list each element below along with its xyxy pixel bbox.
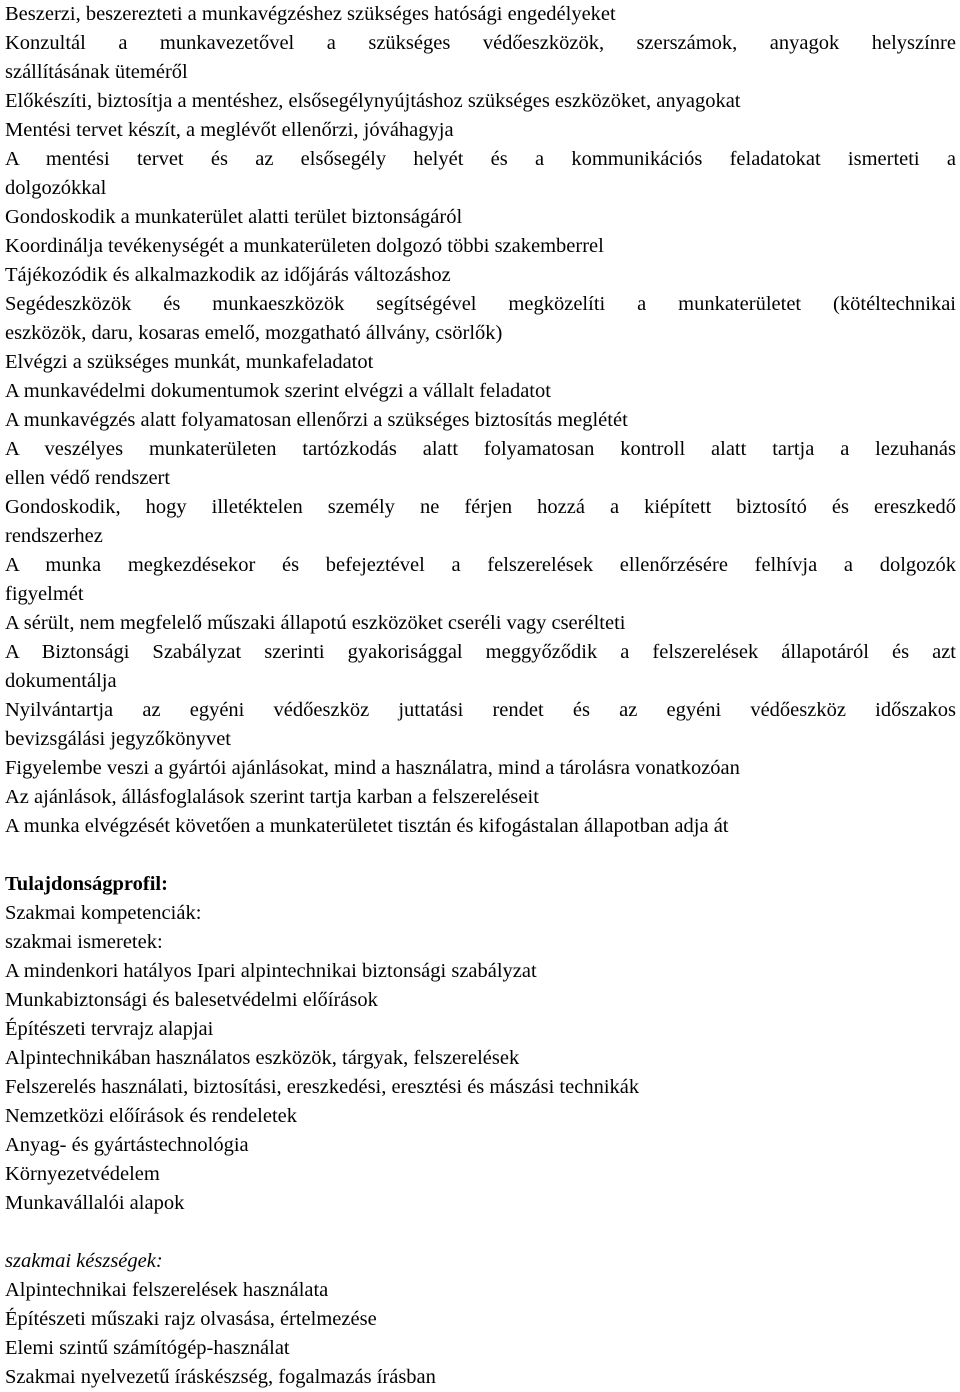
- duty-line: A Biztonsági Szabályzat szerinti gyakorisággal meggyőződik a felszerelések állapotáról és azt: [5, 641, 956, 663]
- duty-line: A veszélyes munkaterületen tartózkodás alatt folyamatosan kontroll alatt tartja a lezuhanás: [5, 438, 956, 460]
- duty-line: rendszerhez: [5, 525, 103, 547]
- duty-line: figyelmét: [5, 583, 84, 605]
- duty-line: A munka megkezdésekor és befejeztével a felszerelések ellenőrzésére felhívja a dolgozók: [5, 554, 956, 576]
- skills-label: szakmai készségek:: [5, 1250, 163, 1272]
- duty-line: Előkészíti, biztosítja a mentéshez, elsősegélynyújtáshoz szükséges eszközöket, anyagokat: [5, 90, 741, 112]
- skill-item: Szakmai nyelvezetű íráskészség, fogalmazás írásban: [5, 1366, 436, 1388]
- knowledge-item: A mindenkori hatályos Ipari alpintechnikai biztonsági szabályzat: [5, 960, 537, 982]
- duty-line: dokumentálja: [5, 670, 117, 692]
- knowledge-item: Munkavállalói alapok: [5, 1192, 185, 1214]
- duty-line: Elvégzi a szükséges munkát, munkafeladatot: [5, 351, 374, 373]
- skill-item: Elemi szintű számítógép-használat: [5, 1337, 290, 1359]
- duty-line: Segédeszközök és munkaeszközök segítségével megközelíti a munkaterületet (kötéltechnikai: [5, 293, 956, 315]
- duty-line: Beszerzi, beszerezteti a munkavégzéshez szükséges hatósági engedélyeket: [5, 3, 616, 25]
- duty-line: bevizsgálási jegyzőkönyvet: [5, 728, 232, 750]
- duty-line: Koordinálja tevékenységét a munkaterületen dolgozó többi szakemberrel: [5, 235, 604, 257]
- knowledge-item: Felszerelés használati, biztosítási, ereszkedési, eresztési és mászási technikák: [5, 1076, 640, 1098]
- duty-line: szállításának üteméről: [5, 61, 188, 83]
- duty-line: Gondoskodik a munkaterület alatti terület biztonságáról: [5, 206, 463, 228]
- duty-line: Figyelembe veszi a gyártói ajánlásokat, mind a használatra, mind a tárolásra vonatkozóan: [5, 757, 740, 779]
- knowledge-item: Munkabiztonsági és balesetvédelmi előírások: [5, 989, 378, 1011]
- knowledge-item: Alpintechnikában használatos eszközök, tárgyak, felszerelések: [5, 1047, 520, 1069]
- skill-item: Építészeti műszaki rajz olvasása, értelmezése: [5, 1308, 377, 1330]
- duty-line: Mentési tervet készít, a meglévőt ellenőrzi, jóváhagyja: [5, 119, 454, 141]
- duty-line: Tájékozódik és alkalmazkodik az időjárás változáshoz: [5, 264, 451, 286]
- knowledge-item: Környezetvédelem: [5, 1163, 160, 1185]
- knowledge-list: [5, 957, 956, 1218]
- duty-line: eszközök, daru, kosaras emelő, mozgatható állvány, csörlők): [5, 322, 503, 344]
- skill-item: Alpintechnikai felszerelések használata: [5, 1279, 329, 1301]
- profile-heading: Tulajdonságprofil:: [5, 873, 168, 895]
- competencies-label: Szakmai kompetenciák:: [5, 902, 202, 924]
- knowledge-item: Nemzetközi előírások és rendeletek: [5, 1105, 297, 1127]
- duty-line: A mentési tervet és az elsősegély helyét és a kommunikációs feladatokat ismerteti a: [5, 148, 956, 170]
- duty-line: A munka elvégzését követően a munkaterületet tisztán és kifogástalan állapotban adja át: [5, 815, 729, 837]
- duty-line: A munkavédelmi dokumentumok szerint elvégzi a vállalt feladatot: [5, 380, 551, 402]
- duty-line: A sérült, nem megfelelő műszaki állapotú eszközöket cseréli vagy cserélteti: [5, 612, 626, 634]
- skills-list: [5, 1276, 956, 1392]
- profile-section: [5, 870, 956, 1392]
- knowledge-item: Építészeti tervrajz alapjai: [5, 1018, 214, 1040]
- duty-line: Konzultál a munkavezetővel a szükséges védőeszközök, szerszámok, anyagok helyszínre: [5, 32, 956, 54]
- section-spacer: [5, 841, 956, 870]
- duty-line: ellen védő rendszert: [5, 467, 171, 489]
- duty-line: Gondoskodik, hogy illetéktelen személy ne férjen hozzá a kiépített biztosító és ereszkedő: [5, 496, 956, 518]
- duties-list: [5, 0, 956, 841]
- section-spacer: [5, 1218, 956, 1247]
- knowledge-item: Anyag- és gyártástechnológia: [5, 1134, 249, 1156]
- duty-line: dolgozókkal: [5, 177, 107, 199]
- duty-line: A munkavégzés alatt folyamatosan ellenőrzi a szükséges biztosítás meglétét: [5, 409, 628, 431]
- duty-line: Az ajánlások, állásfoglalások szerint tartja karban a felszereléseit: [5, 786, 539, 808]
- knowledge-label: szakmai ismeretek:: [5, 931, 163, 953]
- duty-line: Nyilvántartja az egyéni védőeszköz juttatási rendet és az egyéni védőeszköz időszakos: [5, 699, 956, 721]
